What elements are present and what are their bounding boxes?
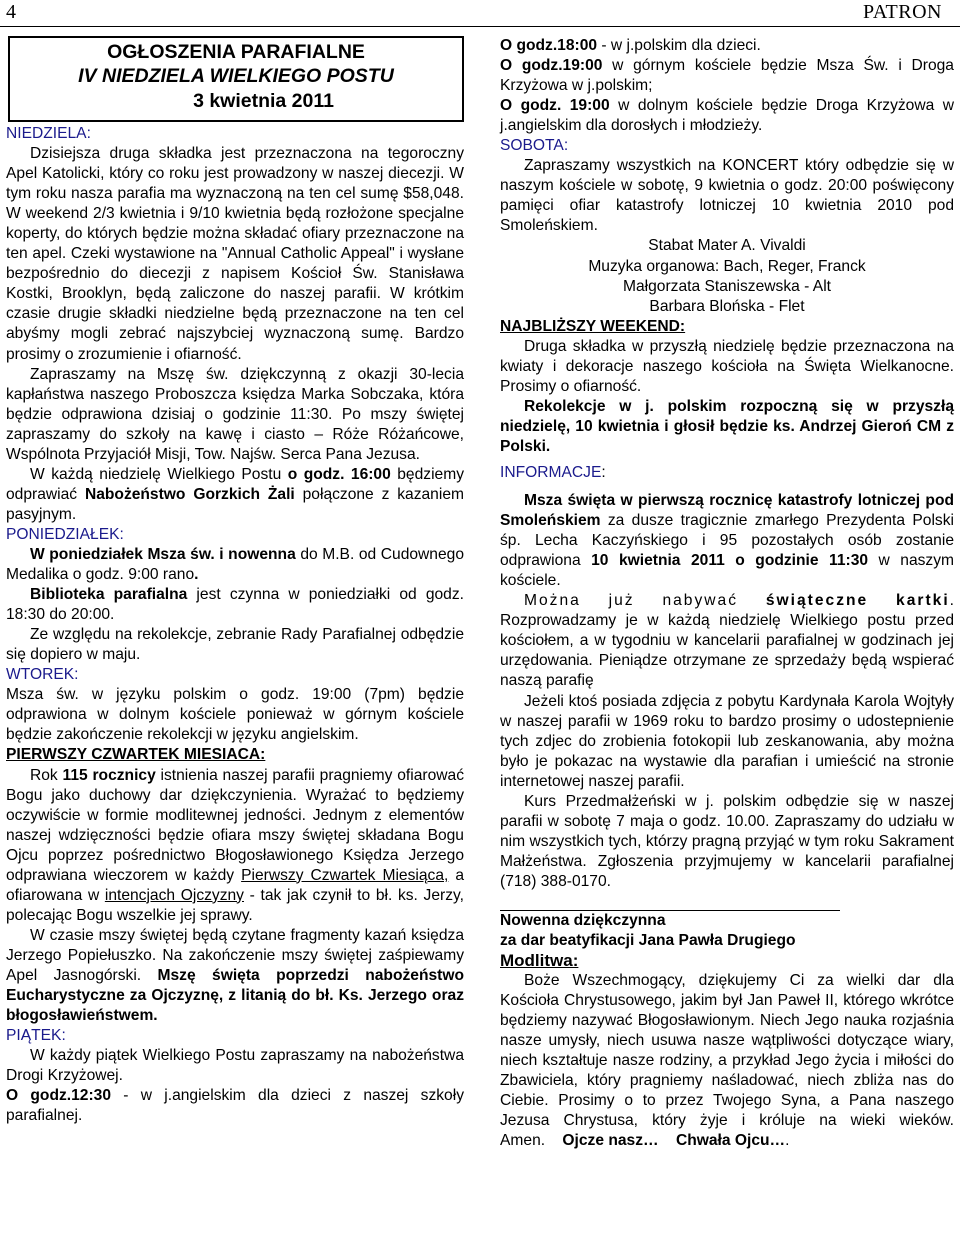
weekend-paragraph-1: Druga składka w przyszłą niedzielę będzie przeznaczona na kwiaty i dekoracje naszego kościoła na Święta Wielkanocne. Prosimy o ofiarność. <box>500 337 954 395</box>
heading-poniedzialek: PONIEDZIAŁEK: <box>6 525 124 543</box>
novena-title-1: Nowenna dziękczynna <box>500 911 666 929</box>
heading-pierwszy-czwartek: PIERWSZY CZWARTEK MIESIACA: <box>6 746 266 764</box>
heading-informacje: INFORMACJE: <box>500 463 606 481</box>
concert-line-1: Stabat Mater A. Vivaldi <box>648 237 806 255</box>
niedziela-paragraph-2: Zapraszamy na Mszę św. dziękczynną z okazji 30-lecia kapłaństwa naszego Proboszcza księdza Marka Sobczaka, która będzie odprawiona dzisiaj o godzinie 11:30. Po mszy świętej zapraszamy do szkoły na kawę i ciasto – Róże Różańcowe, Wspólnota Przyjaciół Misji, Tow. Najśw. Serca Pana Jezusa. <box>6 365 464 463</box>
friday-schedule-1: O godz.18:00 - w j.polskim dla dzieci. <box>500 37 761 54</box>
heading-piatek: PIĄTEK: <box>6 1027 66 1045</box>
concert-line-3: Małgorzata Staniszewska - Alt <box>622 277 831 295</box>
niedziela-paragraph-1: Dzisiejsza druga składka jest przeznaczona na tegoroczny Apel Katolicki, który co roku jest prowadzony w naszej diecezji. W tym roku nasza parafia ma wyznaczoną na ten cel sumę $58,048. W weekend 2/3 kwietnia i 9/10 kwietnia będą rozłożone specjalne koperty, do których będzie można składać ofiary przeznaczone na ten apel. Czeki wystawione na "Annual Catholic Appeal" i wysłane bezpośrednio do diecezji z napisem Kościoł Św. Stanisława Kostki, Brooklyn, będą zaliczone do naszej parafii. W krótkim czasie drugie składki niedzielne będą przeznaczone na ten cel abyśmy mogli zebrać najszybciej wyznaczoną sumę. Bardzo prosimy o zrozumienie i ofiarność. <box>6 145 464 363</box>
heading-wtorek: WTOREK: <box>6 666 79 684</box>
poniedzialek-paragraph-1: W poniedziałek Msza św. i nowenna do M.B. od Cudownego Medalika o godz. 9:00 rano. <box>6 545 464 584</box>
novena-title-2: za dar beatyfikacji Jana Pawła Drugiego <box>500 932 796 950</box>
piatek-paragraph-2: O godz.12:30 - w j.angielskim dla dzieci z naszej szkoły parafialnej. <box>6 1087 464 1125</box>
piatek-paragraph-1: W każdy piątek Wielkiego Postu zapraszamy na nabożeństwa Drogi Krzyżowej. <box>6 1047 464 1085</box>
niedziela-paragraph-3: W każdą niedzielę Wielkiego Postu o godz. 16:00 będziemy odprawiać Nabożeństwo Gorzkich Żali połączone z kazaniem pasyjnym. <box>6 465 464 523</box>
right-column <box>500 36 954 1152</box>
pierwszy-czwartek-paragraph-1: Rok 115 rocznicy istnienia naszej parafii pragniemy ofiarować Bogu jako duchowy dar dziękczynienia. Wyrażać to będziemy oczywiście w formie modlitewnej jedności. Jednym z elementów naszej wdzięczności będzie ofiara mszy świętej składana Bogu Ojcu poprzez pośrednictwo Błogosławionego Księdza Jerzego odprawiana wieczorem w każdy Pierwszy Czwartek Miesiąca, a ofiarowana w intencjach Ojczyzny - tak jak czynił to bł. ks. Jerzy, polecając Bogu wszelkie jej sprawy. <box>6 766 464 924</box>
title-box <box>8 36 464 122</box>
poniedzialek-paragraph-3: Ze względu na rekolekcje, zebranie Rady Parafialnej odbędzie się dopiero w maju. <box>6 626 464 664</box>
poniedzialek-paragraph-2: Biblioteka parafialna jest czynna w poniedziałki od godz. 18:30 do 20:00. <box>6 586 464 624</box>
title-line1: OGŁOSZENIA PARAFIALNE <box>107 41 365 63</box>
prayer-text: Boże Wszechmogący, dziękujemy Ci za wielki dar dla Kościoła Chrystusowego, jakim był Jan Paweł II, którego wkrótce będziemy nazywać Błogosławionym. Niech Jego nauka rozjaśnia nasze umysły, niech usuwa nasze wątpliwości dotyczące wiary, niech kształtuje nasze rodziny, a przykład Jego życia i miłości do Zbawiciela, który pragniemy naśladować, niech zbliża nas do Ciebie. Prosimy o to przez Twojego Syna, a Pana naszego Jezusa Chrystusa, który żyje i króluje na wieki wieków. Amen. Ojcze nasz… Chwała Ojcu…. <box>500 972 954 1150</box>
friday-schedule-3: O godz. 19:00 w dolnym kościele będzie Droga Krzyżowa w j.angielskim dla dorosłych i młodzieży. <box>500 97 954 135</box>
concert-line-4: Barbara Blońska - Flet <box>649 297 805 315</box>
title-line2: IV NIEDZIELA WIELKIEGO POSTU <box>78 65 394 87</box>
heading-sobota: SOBOTA: <box>500 137 569 155</box>
page-number: 4 <box>6 1 16 23</box>
sobota-paragraph: Zapraszamy wszystkich na KONCERT który odbędzie się w naszym kościele w sobotę, 9 kwietnia o godz. 20:00 poświęcony pamięci ofiar katastrofy lotniczej 10 kwietnia 2010 pod Smoleńskiem. <box>500 157 954 235</box>
publication-name: PATRON <box>863 1 942 23</box>
friday-schedule-2: O godz.19:00 w górnym kościele będzie Msza Św. i Droga Krzyżowa w j.polskim; <box>500 57 954 95</box>
heading-najblizszy-weekend: NAJBLIŻSZY WEEKEND: <box>500 317 686 335</box>
info-paragraph-4: Kurs Przedmałżeński w j. polskim odbędzie się w naszej parafii w sobotę 7 maja o godz. 10.00. Zapraszamy do udziału w nim wszystkich tych, którzy pragną przyjąć w tym roku Sakrament Małżeństwa. Zgłoszenia przyjmujemy w kancelarii parafialnej (718) 388-0170. <box>500 792 954 890</box>
info-paragraph-2: Można już nabywać świąteczne kartki. Rozprowadzamy je w każdą niedzielę Wielkiego postu przed kościołem, a w tygodniu w kancelarii parafialnej w godzinach jej urzędowania. Pieniądze otrzymane ze sprzedaży będą wspierać naszą parafię <box>500 592 954 690</box>
weekend-paragraph-2: Rekolekcje w j. polskim rozpoczną się w przyszłą niedzielę, 10 kwietnia i głosił będzie ks. Andrzej Gieroń CM z Polski. <box>500 397 954 455</box>
wtorek-paragraph: Msza św. w języku polskim o godz. 19:00 (7pm) będzie odprawiona w dolnym kościele ponieważ w górnym kościele będzie zakończenie rekolekcji w języku angielskim. <box>6 686 464 744</box>
heading-niedziela: NIEDZIELA: <box>6 125 91 142</box>
page-header <box>0 0 960 27</box>
pierwszy-czwartek-paragraph-2: W czasie mszy świętej będą czytane fragmenty kazań księdza Jerzego Popiełuszko. Na zakończenie mszy świętej zaśpiewamy Apel Jasnogórski. Mszę święta poprzedzi nabożeństwo Eucharystyczne za Ojczyznę, z litanią do bł. Ks. Jerzego oraz błogosławieństwem. <box>6 926 464 1025</box>
title-line3: 3 kwietnia 2011 <box>193 90 334 112</box>
heading-modlitwa: Modlitwa: <box>500 951 579 971</box>
info-paragraph-1: Msza święta w pierwszą rocznicę katastrofy lotniczej pod Smoleńskiem za dusze tragicznie zmarłego Prezydenta Polski śp. Lecha Kaczyńskiego i 95 pozostałych osób zostanie odprawiona 10 kwietnia 2011 o godzinie 11:30 w naszym kościele. <box>500 492 955 590</box>
info-paragraph-3: Jeżeli ktoś posiada zdjęcia z pobytu Kardynała Karola Wojtyły w naszej parafii w 1969 roku to bardzo prosimy o udostepnienie tych zdjec do zrobienia fotokopii lub zeskanowania, aby można było je pokazac na wystawie dla parafian i umieścić na stronie internetowej naszej parafii. <box>500 692 954 790</box>
concert-line-2: Muzyka organowa: Bach, Reger, Franck <box>588 257 866 275</box>
left-column <box>6 36 464 1126</box>
